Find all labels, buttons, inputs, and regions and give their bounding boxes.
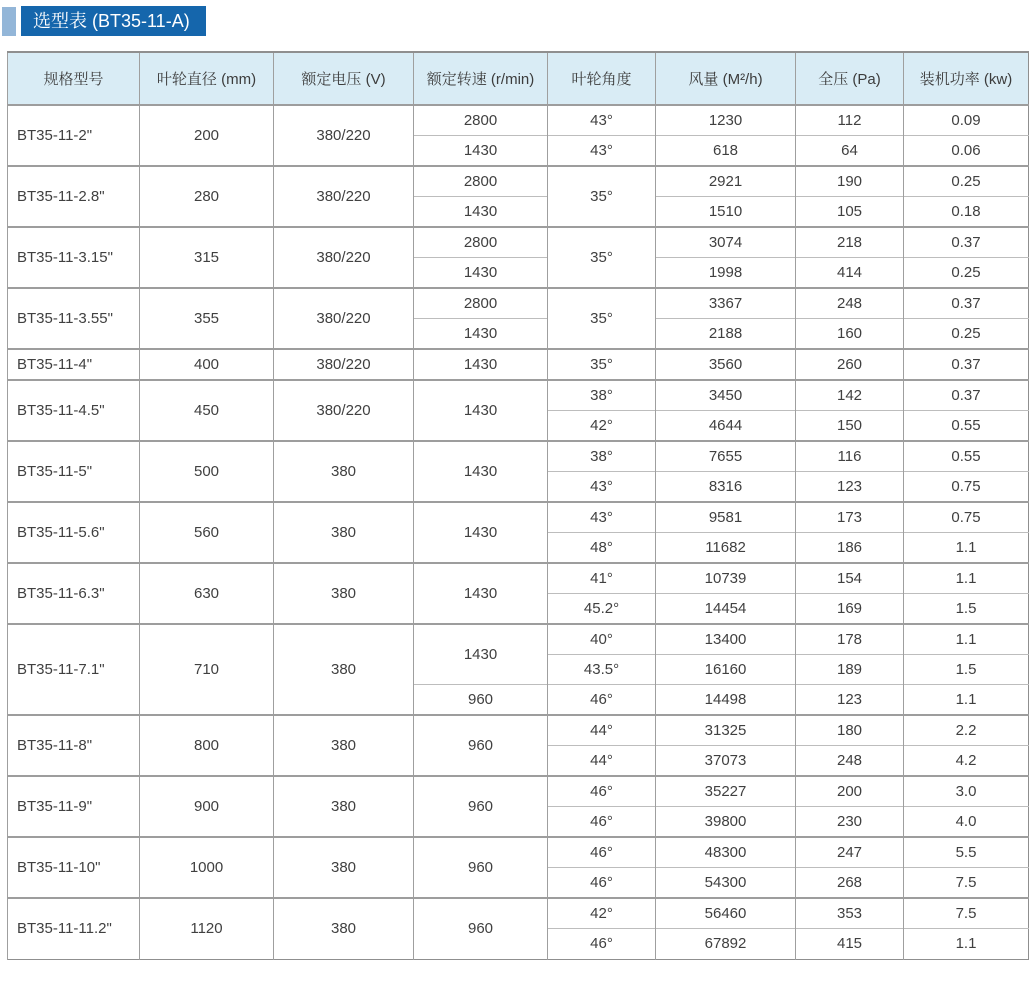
voltage-cell: 380 [274,776,414,837]
pressure-cell: 268 [796,868,904,899]
angle-cell: 43.5° [548,654,656,685]
pressure-cell: 105 [796,197,904,228]
power-cell: 1.1 [904,685,1029,716]
angle-cell: 43° [548,471,656,502]
power-cell: 0.37 [904,288,1029,319]
pressure-cell: 189 [796,654,904,685]
angle-cell: 40° [548,624,656,655]
pressure-cell: 154 [796,563,904,594]
pressure-cell: 169 [796,593,904,624]
table-row [8,380,1029,411]
speed-cell: 1430 [414,349,548,380]
table-row [8,349,1029,380]
airflow-cell: 37073 [656,746,796,777]
diameter-cell: 630 [140,563,274,624]
model-group [8,288,1029,349]
airflow-cell: 3367 [656,288,796,319]
airflow-cell: 14454 [656,593,796,624]
voltage-cell: 380 [274,441,414,502]
pressure-cell: 248 [796,746,904,777]
model-cell: BT35-11-8" [8,715,140,776]
power-cell: 1.5 [904,654,1029,685]
speed-cell: 1430 [414,380,548,441]
page-title-bar [0,0,1032,40]
table-row [8,898,1029,929]
angle-cell: 43° [548,136,656,167]
airflow-cell: 2188 [656,319,796,350]
power-cell: 0.75 [904,471,1029,502]
speed-cell: 1430 [414,258,548,289]
header-rated-speed: 额定转速 (r/min) [414,52,548,105]
diameter-cell: 450 [140,380,274,441]
diameter-cell: 280 [140,166,274,227]
table-row [8,227,1029,258]
speed-cell: 2800 [414,288,548,319]
pressure-cell: 248 [796,288,904,319]
diameter-cell: 1000 [140,837,274,898]
angle-cell: 35° [548,349,656,380]
power-cell: 1.5 [904,593,1029,624]
speed-cell: 960 [414,898,548,959]
model-group [8,563,1029,624]
table-header-row [8,52,1029,105]
power-cell: 4.2 [904,746,1029,777]
voltage-cell: 380 [274,502,414,563]
voltage-cell: 380/220 [274,105,414,166]
angle-cell: 42° [548,410,656,441]
airflow-cell: 16160 [656,654,796,685]
page-title: 选型表 (BT35-11-A) [21,6,206,36]
speed-cell: 1430 [414,197,548,228]
airflow-cell: 618 [656,136,796,167]
airflow-cell: 3074 [656,227,796,258]
model-group [8,441,1029,502]
model-group [8,837,1029,898]
selection-table [7,51,1029,960]
angle-cell: 46° [548,685,656,716]
voltage-cell: 380/220 [274,349,414,380]
voltage-cell: 380/220 [274,166,414,227]
airflow-cell: 1230 [656,105,796,136]
diameter-cell: 400 [140,349,274,380]
speed-cell: 2800 [414,227,548,258]
speed-cell: 960 [414,776,548,837]
model-cell: BT35-11-11.2" [8,898,140,959]
angle-cell: 46° [548,929,656,960]
pressure-cell: 173 [796,502,904,533]
header-impeller-diameter: 叶轮直径 (mm) [140,52,274,105]
power-cell: 2.2 [904,715,1029,746]
power-cell: 7.5 [904,868,1029,899]
diameter-cell: 355 [140,288,274,349]
angle-cell: 48° [548,532,656,563]
angle-cell: 45.2° [548,593,656,624]
model-cell: BT35-11-2.8" [8,166,140,227]
model-cell: BT35-11-3.55" [8,288,140,349]
header-total-pressure: 全压 (Pa) [796,52,904,105]
pressure-cell: 150 [796,410,904,441]
voltage-cell: 380 [274,898,414,959]
diameter-cell: 200 [140,105,274,166]
model-group [8,898,1029,959]
diameter-cell: 1120 [140,898,274,959]
table-row [8,166,1029,197]
power-cell: 0.55 [904,410,1029,441]
airflow-cell: 9581 [656,502,796,533]
pressure-cell: 200 [796,776,904,807]
speed-cell: 1430 [414,502,548,563]
table-row [8,502,1029,533]
power-cell: 0.37 [904,349,1029,380]
airflow-cell: 3560 [656,349,796,380]
model-cell: BT35-11-10" [8,837,140,898]
voltage-cell: 380 [274,563,414,624]
speed-cell: 960 [414,685,548,716]
table-row [8,715,1029,746]
power-cell: 0.18 [904,197,1029,228]
power-cell: 3.0 [904,776,1029,807]
model-group [8,776,1029,837]
pressure-cell: 414 [796,258,904,289]
power-cell: 0.06 [904,136,1029,167]
pressure-cell: 112 [796,105,904,136]
table-row [8,441,1029,472]
model-cell: BT35-11-6.3" [8,563,140,624]
power-cell: 1.1 [904,532,1029,563]
header-rated-voltage: 额定电压 (V) [274,52,414,105]
angle-cell: 38° [548,380,656,411]
pressure-cell: 353 [796,898,904,929]
power-cell: 1.1 [904,563,1029,594]
pressure-cell: 247 [796,837,904,868]
diameter-cell: 900 [140,776,274,837]
airflow-cell: 11682 [656,532,796,563]
power-cell: 1.1 [904,929,1029,960]
airflow-cell: 56460 [656,898,796,929]
model-cell: BT35-11-2" [8,105,140,166]
header-air-volume: 风量 (M²/h) [656,52,796,105]
angle-cell: 43° [548,105,656,136]
table-row [8,624,1029,655]
airflow-cell: 1510 [656,197,796,228]
power-cell: 0.25 [904,319,1029,350]
pressure-cell: 190 [796,166,904,197]
voltage-cell: 380/220 [274,288,414,349]
model-group [8,715,1029,776]
pressure-cell: 116 [796,441,904,472]
model-group [8,624,1029,716]
diameter-cell: 800 [140,715,274,776]
model-group [8,502,1029,563]
voltage-cell: 380 [274,715,414,776]
selection-table-container [0,40,1032,960]
speed-cell: 1430 [414,319,548,350]
table-row [8,837,1029,868]
airflow-cell: 2921 [656,166,796,197]
airflow-cell: 13400 [656,624,796,655]
speed-cell: 1430 [414,441,548,502]
airflow-cell: 54300 [656,868,796,899]
model-cell: BT35-11-4" [8,349,140,380]
angle-cell: 38° [548,441,656,472]
airflow-cell: 48300 [656,837,796,868]
voltage-cell: 380 [274,624,414,716]
power-cell: 0.37 [904,227,1029,258]
pressure-cell: 180 [796,715,904,746]
speed-cell: 2800 [414,166,548,197]
pressure-cell: 123 [796,471,904,502]
diameter-cell: 710 [140,624,274,716]
power-cell: 0.37 [904,380,1029,411]
model-group [8,105,1029,166]
pressure-cell: 178 [796,624,904,655]
airflow-cell: 14498 [656,685,796,716]
power-cell: 7.5 [904,898,1029,929]
airflow-cell: 67892 [656,929,796,960]
pressure-cell: 186 [796,532,904,563]
airflow-cell: 1998 [656,258,796,289]
title-accent-square [2,7,16,36]
angle-cell: 41° [548,563,656,594]
model-cell: BT35-11-5" [8,441,140,502]
pressure-cell: 218 [796,227,904,258]
angle-cell: 46° [548,776,656,807]
power-cell: 4.0 [904,807,1029,838]
airflow-cell: 4644 [656,410,796,441]
diameter-cell: 315 [140,227,274,288]
pressure-cell: 260 [796,349,904,380]
airflow-cell: 31325 [656,715,796,746]
speed-cell: 960 [414,837,548,898]
power-cell: 0.25 [904,166,1029,197]
speed-cell: 1430 [414,563,548,624]
table-row [8,288,1029,319]
airflow-cell: 10739 [656,563,796,594]
model-cell: BT35-11-5.6" [8,502,140,563]
power-cell: 0.75 [904,502,1029,533]
angle-cell: 42° [548,898,656,929]
airflow-cell: 8316 [656,471,796,502]
voltage-cell: 380 [274,837,414,898]
table-row [8,563,1029,594]
angle-cell: 44° [548,715,656,746]
model-group [8,227,1029,288]
voltage-cell: 380/220 [274,380,414,441]
airflow-cell: 7655 [656,441,796,472]
airflow-cell: 35227 [656,776,796,807]
header-impeller-angle: 叶轮角度 [548,52,656,105]
model-cell: BT35-11-9" [8,776,140,837]
header-installed-power: 装机功率 (kw) [904,52,1029,105]
diameter-cell: 560 [140,502,274,563]
airflow-cell: 3450 [656,380,796,411]
pressure-cell: 230 [796,807,904,838]
model-group [8,166,1029,227]
angle-cell: 35° [548,288,656,349]
angle-cell: 43° [548,502,656,533]
angle-cell: 46° [548,807,656,838]
table-row [8,105,1029,136]
angle-cell: 35° [548,227,656,288]
power-cell: 5.5 [904,837,1029,868]
power-cell: 0.09 [904,105,1029,136]
speed-cell: 960 [414,715,548,776]
power-cell: 0.55 [904,441,1029,472]
angle-cell: 46° [548,868,656,899]
table-row [8,776,1029,807]
model-cell: BT35-11-3.15" [8,227,140,288]
power-cell: 0.25 [904,258,1029,289]
model-group [8,349,1029,380]
angle-cell: 44° [548,746,656,777]
airflow-cell: 39800 [656,807,796,838]
speed-cell: 1430 [414,624,548,685]
header-model: 规格型号 [8,52,140,105]
model-group [8,380,1029,441]
pressure-cell: 123 [796,685,904,716]
voltage-cell: 380/220 [274,227,414,288]
model-cell: BT35-11-4.5" [8,380,140,441]
pressure-cell: 415 [796,929,904,960]
angle-cell: 46° [548,837,656,868]
pressure-cell: 142 [796,380,904,411]
angle-cell: 35° [548,166,656,227]
power-cell: 1.1 [904,624,1029,655]
speed-cell: 1430 [414,136,548,167]
pressure-cell: 160 [796,319,904,350]
pressure-cell: 64 [796,136,904,167]
diameter-cell: 500 [140,441,274,502]
model-cell: BT35-11-7.1" [8,624,140,716]
speed-cell: 2800 [414,105,548,136]
